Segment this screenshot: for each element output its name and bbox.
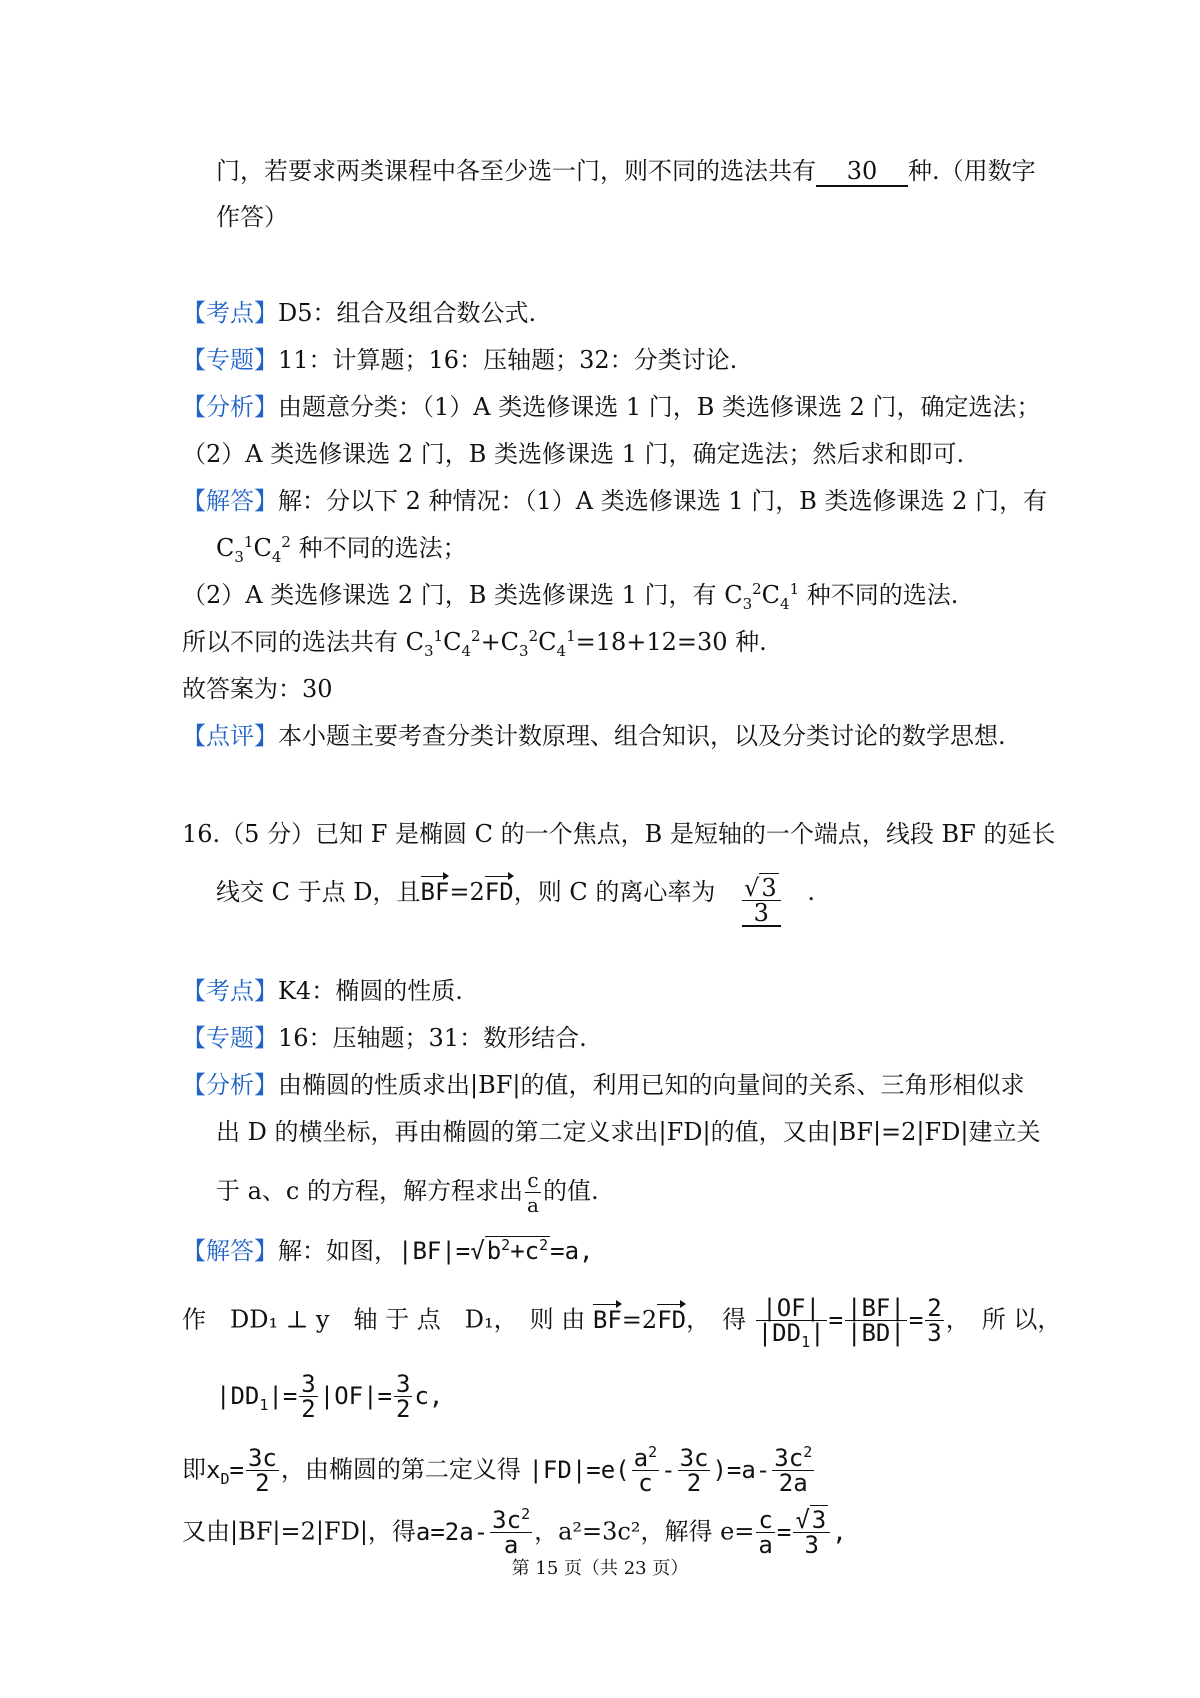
q16-fenxi-3: 于 a、c 的方程，解方程求出 $\frac{c}{a}$ 的值. — [216, 1168, 599, 1217]
zhuanti-tag: 【专题】 — [182, 346, 278, 374]
q16-stem-line-1: 16.（5 分）已知 F 是椭圆 C 的一个焦点，B 是短轴的一个端点，线段 BF 的延长 — [182, 820, 1056, 848]
q15-answer: 30 — [816, 157, 908, 187]
q16-kaodian: 【考点】K4：椭圆的性质. — [182, 977, 463, 1005]
q16-jieda-3 — [216, 1372, 443, 1421]
ratio-formula: $\frac{|OF|}{|DD_1|}$ = $\frac{|BF|}{|BD|}$ = $\frac{2}{3}$ — [757, 1294, 942, 1351]
dianping-tag: 【点评】 — [182, 722, 278, 750]
jieda-tag: 【解答】 — [182, 487, 278, 515]
q16-fenxi-2: 出 D 的横坐标，再由椭圆的第二定义求出|FD|的值，又由|BF|=2|FD|建立关 — [216, 1118, 1041, 1146]
q15-fenxi-2: （2）A 类选修课选 2 门，B 类选修课选 1 门，确定选法；然后求和即可. — [182, 440, 965, 468]
vector-equation: BF=2FD — [421, 878, 514, 906]
q16-stem-line-2: 线交 C 于点 D，且BF=2FD，则 C 的离心率为 $\frac{√3}{3}$ . — [216, 874, 815, 927]
xd-formula: $x_D=$ $\frac{3c}{2}$ — [206, 1444, 277, 1497]
q15-dianping: 【点评】本小题主要考查分类计数原理、组合知识，以及分类讨论的数学思想. — [182, 722, 1006, 750]
q16-answer: $\frac{√3}{3}$ — [715, 876, 807, 927]
q16-jieda-4: 即$x_D=$ $\frac{3c}{2}$ ，由椭圆的第二定义得 |FD|=e( $\frac{a^2}{c}$ - $\frac{3c}{2}$ )=a- $\frac{3c^2}{2a}$ — [182, 1446, 816, 1495]
combination-expression: $C_3^1C_4^2+C_3^2C_4^1$ — [398, 627, 576, 660]
eccentricity-result: $\frac{c}{a}$ = $\frac{√3}{3}$ , — [758, 1506, 847, 1559]
page-footer: 第 15 页（共 23 页） — [511, 1558, 689, 1579]
q15-jieda-4: 所以不同的选法共有 $C_3^1C_4^2+C_3^2C_4^1=18+12=30$ 种. — [182, 627, 767, 660]
vector-equation: BF=2FD — [585, 1306, 686, 1334]
q15-stem-line-2: 作答） — [216, 203, 288, 231]
fenxi-tag: 【分析】 — [182, 1071, 278, 1099]
q15-zhuanti: 【专题】11：计算题；16：压轴题；32：分类讨论. — [182, 346, 738, 374]
fenxi-tag: 【分析】 — [182, 393, 278, 421]
q16-zhuanti: 【专题】16：压轴题；31：数形结合. — [182, 1024, 587, 1052]
fraction-c-over-a: $\frac{c}{a}$ — [527, 1168, 539, 1217]
q16-fenxi-1: 【分析】由椭圆的性质求出|BF|的值，利用已知的向量间的关系、三角形相似求 — [182, 1071, 1025, 1099]
jieda-tag: 【解答】 — [182, 1237, 278, 1265]
kaodian-tag: 【考点】 — [182, 299, 278, 327]
q15-stem-line-1: 门，若要求两类课程中各至少选一门，则不同的选法共有 30 种.（用数字 — [216, 157, 1036, 185]
q15-kaodian: 【考点】D5：组合及组合数公式. — [182, 299, 537, 327]
combination-expression: $C_3^2C_4^1$ — [716, 580, 800, 613]
q15-jieda-5: 故答案为：30 — [182, 675, 333, 703]
q15-fenxi-1: 【分析】由题意分类：（1）A 类选修课选 1 门，B 类选修课选 2 门，确定选法； — [182, 393, 1041, 421]
q15-jieda-1: 【解答】解：分以下 2 种情况：（1）A 类选修课选 1 门，B 类选修课选 2 门，有 — [182, 487, 1048, 515]
fd-formula: |FD|=e( $\frac{a^2}{c}$ - $\frac{3c}{2}$ )=a- $\frac{3c^2}{2a}$ — [528, 1443, 813, 1497]
a-equation: a=2a- $\frac{3c^2}{a}$ — [415, 1505, 531, 1559]
zhuanti-tag: 【专题】 — [182, 1024, 278, 1052]
dd1-formula: $|DD_1|=$ $\frac{3}{2}$ |OF|= $\frac{3}{2}$ c, — [216, 1370, 444, 1423]
q15-jieda-2: $C_3^1C_4^2$ 种不同的选法； — [216, 533, 467, 566]
q15-jieda-3: （2）A 类选修课选 2 门，B 类选修课选 1 门，有 $C_3^2C_4^1$ 种不同的选法. — [182, 580, 959, 613]
combination-expression: $C_3^1C_4^2$ — [216, 533, 291, 566]
q16-jieda-5: 又由|BF|=2|FD|，得a=2a- $\frac{3c^2}{a}$ ，a²=3c²，解得 e= $\frac{c}{a}$ = $\frac{√3}{3}$ , — [182, 1505, 847, 1559]
q16-jieda-2: 作 DD₁ ⊥ y 轴 于 点 D₁， 则 由 BF=2FD， 得 $\frac{|OF|}{|DD_1|}$ = $\frac{|BF|}{|BD|}$ = $\frac{2}{3}$ ， 所 以， — [182, 1294, 1062, 1351]
bf-length-formula: $|BF|=√b^2+c^2=a$, — [398, 1236, 594, 1265]
q16-jieda-1: 【解答】解：如图，$|BF|=√b^2+c^2=a$, — [182, 1236, 594, 1265]
kaodian-tag: 【考点】 — [182, 977, 278, 1005]
